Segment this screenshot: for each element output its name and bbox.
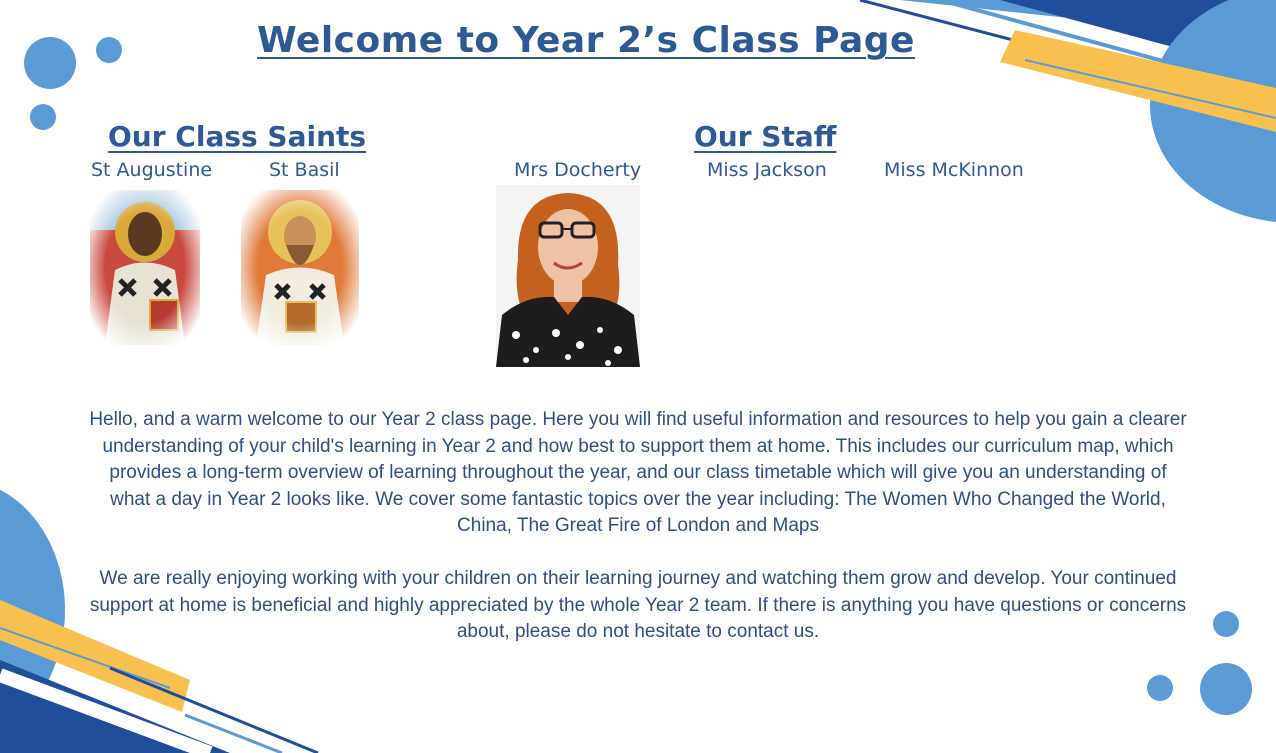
st-augustine-icon-image [90,190,200,345]
welcome-paragraph: Hello, and a warm welcome to our Year 2 class page. Here you will find useful information and resources to help you gain a clearer understanding of your child's learning in Year 2 and how best to support them at home. This includes our curriculum map, which provides a long-term overview of learning throughout the year, and our class timetable which will give you an understanding of what a day in Year 2 looks like. We cover some fantastic topics over the year including: The Women Who Changed the World, China, The Great Fire of London and Maps [89,409,1187,536]
staff-heading: Our Staff [694,120,837,153]
saint-name-augustine: St Augustine [91,159,213,181]
dot-circle [24,37,76,89]
support-paragraph: We are really enjoying working with your children on their learning journey and watching them grow and develop. Your continued support at home is beneficial and highly appreciated by the whole Year 2 team. If there is anything you have questions or concerns about, please do not hesitate to contact us. [89,568,1187,642]
st-basil-icon-image [241,190,359,345]
dot-circle [30,104,56,130]
dot-circle [1213,611,1239,637]
top-right-decoration [860,0,1276,223]
page-title: Welcome to Year 2’s Class Page [257,20,915,61]
saint-name-basil: St Basil [269,159,340,181]
mrs-docherty-photo [496,185,640,367]
staff-name-mckinnon: Miss McKinnon [884,159,1024,181]
saints-heading: Our Class Saints [108,120,367,153]
dot-circle [1200,663,1252,715]
staff-name-docherty: Mrs Docherty [514,159,642,181]
staff-name-jackson: Miss Jackson [707,159,827,181]
dot-circle [96,37,122,63]
dot-circle [1147,675,1173,701]
